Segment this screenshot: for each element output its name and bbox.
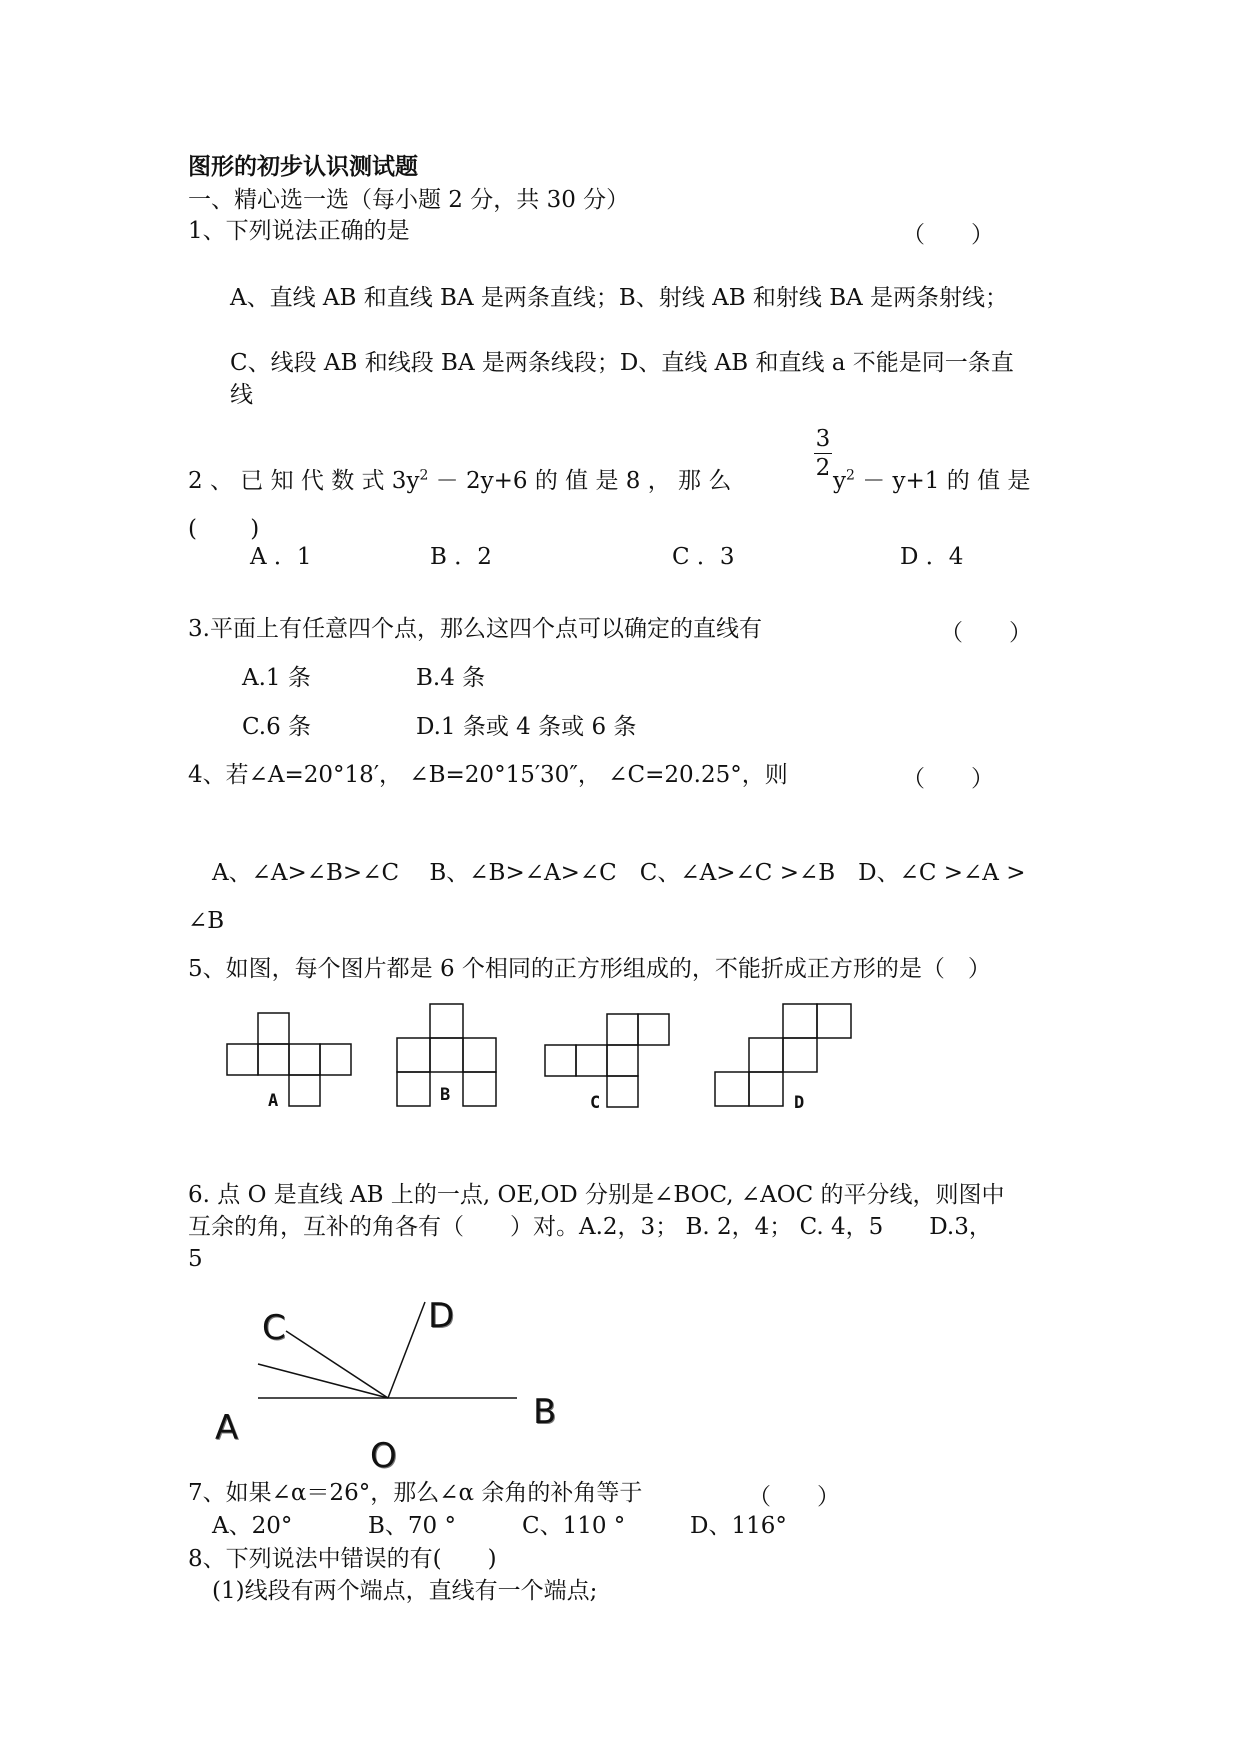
q2-option-a: A ．1 (250, 544, 312, 570)
q7-option-c: C、110 ° (522, 1513, 626, 1539)
page-title: 图形的初步认识测试题 (188, 154, 418, 180)
q2-option-c: C ．3 (672, 544, 735, 570)
section-heading: 一、精心选一选（每小题 2 分，共 30 分） (188, 187, 630, 213)
q3-option-b: B.4 条 (416, 665, 486, 691)
q6-line1: 6. 点 O 是直线 AB 上的一点, OE,OD 分别是∠BOC, ∠AOC 的平分线，则图中 (188, 1182, 1005, 1208)
net-d (715, 1004, 851, 1106)
q7-option-d: D、116° (690, 1513, 787, 1539)
q2-exp1: 2 (419, 467, 429, 484)
net-label-d: D (794, 1093, 805, 1113)
q2-exp2: 2 (846, 467, 855, 484)
q4-options-cont: ∠B (188, 908, 225, 934)
q2-answer-paren: ( ) (188, 516, 260, 542)
q7-option-b: B、70 ° (368, 1513, 456, 1539)
q3-stem: 3.平面上有任意四个点，那么这四个点可以确定的直线有 (188, 616, 762, 642)
q7-option-a: A、20° (212, 1513, 293, 1539)
q7-answer-paren: （ ） (748, 1484, 840, 1510)
point-label-o: O (370, 1436, 397, 1476)
q8-stem: 8、下列说法中错误的有( ) (188, 1546, 497, 1572)
q8-item1: (1)线段有两个端点，直线有一个端点; (212, 1578, 598, 1604)
ray-oc (286, 1331, 388, 1398)
q6-line3: 5 (188, 1246, 203, 1272)
q2-fraction-denominator: 2 (815, 455, 831, 481)
q3-option-d: D.1 条或 4 条或 6 条 (416, 714, 637, 740)
point-label-a: A (215, 1408, 239, 1448)
angle-figure (258, 1302, 517, 1398)
q3-answer-paren: （ ） (940, 620, 1032, 646)
ray-oe (258, 1364, 388, 1398)
q2-stem-post: － y+1 的 值 是 (854, 468, 1031, 494)
point-label-b: B (533, 1392, 557, 1432)
point-label-d: D (428, 1296, 455, 1336)
q4-options: A、∠A>∠B>∠C B、∠B>∠A>∠C C、∠A>∠C >∠B D、∠C >∠A > (212, 860, 1026, 886)
q1-answer-paren: （ ） (902, 222, 994, 248)
net-a (227, 1013, 351, 1106)
net-label-a: A (268, 1091, 279, 1111)
q2-option-b: B ．2 (430, 544, 492, 570)
q6-line2: 互余的角，互补的角各有（ ）对。A.2，3； B. 2，4； C. 4，5 D.3， (188, 1214, 992, 1240)
q4-stem: 4、若∠A=20°18′， ∠B=20°15′30″， ∠C=20.25°，则 (188, 762, 788, 788)
q1-stem: 1、下列说法正确的是 (188, 218, 410, 244)
q1-options-ab: A、直线 AB 和直线 BA 是两条直线；B、射线 AB 和射线 BA 是两条射线； (230, 285, 1009, 311)
q5-stem: 5、如图，每个图片都是 6 个相同的正方形组成的，不能折成正方形的是（ ） (188, 956, 991, 982)
q3-option-c: C.6 条 (242, 714, 312, 740)
ray-od (388, 1302, 425, 1398)
net-label-b: B (440, 1085, 451, 1105)
net-label-c: C (590, 1093, 601, 1113)
q2-stem-pre: 2 、 已 知 代 数 式 3y (188, 468, 420, 494)
q4-answer-paren: （ ） (902, 766, 994, 792)
q7-stem: 7、如果∠α＝26°，那么∠α 余角的补角等于 (188, 1480, 643, 1506)
q3-option-a: A.1 条 (242, 665, 311, 691)
q2-fraction-numerator: 3 (815, 426, 831, 452)
q1-options-cd: C、线段 AB 和线段 BA 是两条线段；D、直线 AB 和直线 a 不能是同一条直 (230, 350, 1014, 376)
q1-options-cd-cont: 线 (230, 382, 253, 408)
net-c (545, 1014, 669, 1107)
q2-option-d: D ．4 (900, 544, 964, 570)
q2-stem-mid: － 2y+6 的 值 是 8 ， 那 么 (428, 468, 732, 494)
q2-var-y: y (833, 468, 846, 494)
point-label-c: C (262, 1308, 286, 1348)
